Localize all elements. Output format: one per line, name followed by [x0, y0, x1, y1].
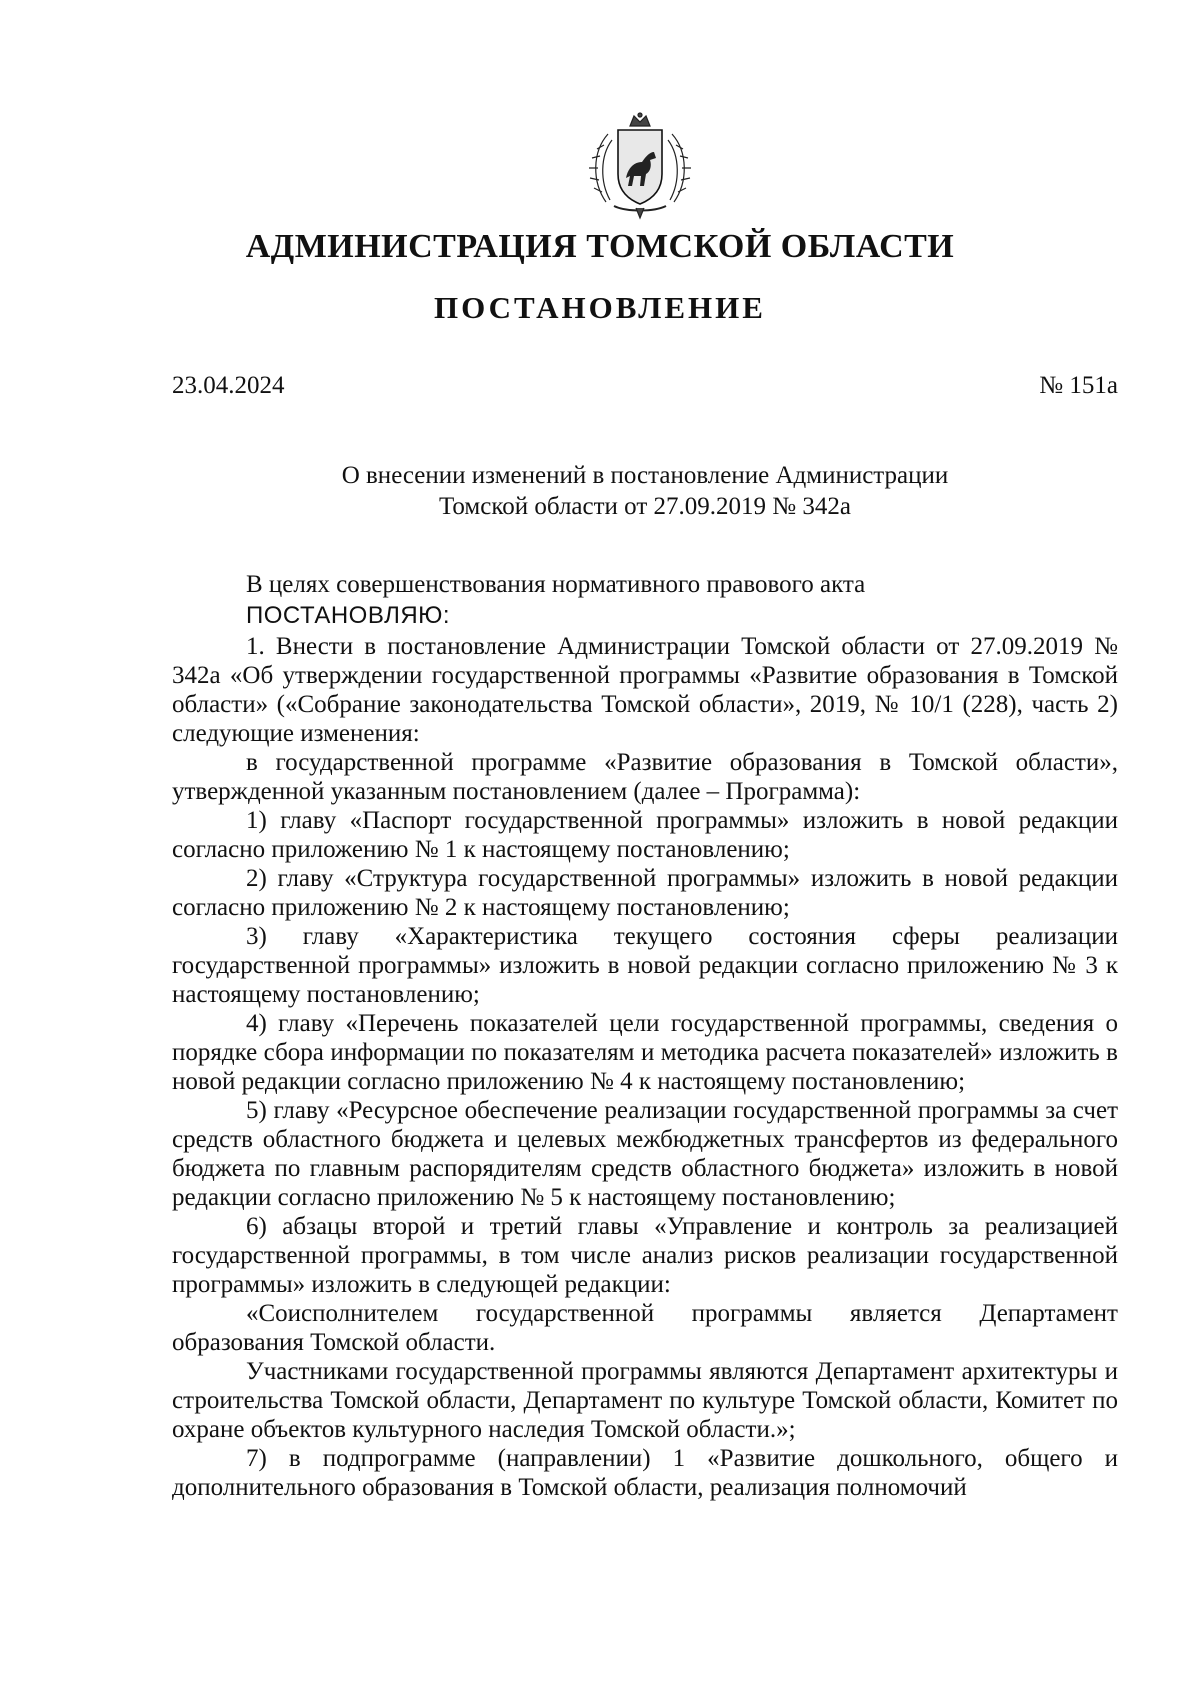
- paragraph-3: 1) главу «Паспорт государственной программы» изложить в новой редакции согласно приложению № 1 к настоящему постановлению;: [172, 807, 1118, 863]
- decree-word: ПОСТАНОВЛЯЮ:: [246, 602, 451, 629]
- intro-paragraph: В целях совершенствования нормативного правового акта: [246, 571, 866, 598]
- paragraph-6: 4) главу «Перечень показателей цели государственной программы, сведения о порядке сбора информации по показателям и методика расчета показателей» изложить в новой редакции согласно приложению № 4 к настоящему постановлению;: [172, 1010, 1118, 1095]
- paragraph-8: 6) абзацы второй и третий главы «Управление и контроль за реализацией государственной программы, в том числе анализ рисков реализации государственной программы» изложить в следующей редакции:: [172, 1213, 1118, 1298]
- coat-of-arms-emblem: [584, 112, 696, 220]
- subject-line-1: О внесении изменений в постановление Администрации: [341, 462, 949, 489]
- paragraph-4: 2) главу «Структура государственной программы» изложить в новой редакции согласно приложению № 2 к настоящему постановлению;: [172, 865, 1118, 921]
- document-number: № 151а: [1039, 372, 1118, 399]
- paragraph-10: Участниками государственной программы являются Департамент архитектуры и строительства Томской области, Департамент по культуре Томской области, Комитет по охране объектов культурного наследия Томской области.»;: [172, 1358, 1118, 1443]
- subject-line-2: Томской области от 27.09.2019 № 342а: [439, 493, 851, 520]
- document-type-title: ПОСТАНОВЛЕНИЕ: [434, 290, 766, 325]
- paragraph-1: 1. Внести в постановление Администрации Томской области от 27.09.2019 № 342а «Об утверждении государственной программы «Развитие образования в Томской области» («Собрание законодательства Томской области», 2019, № 10/1 (228), часть 2) следующие изменения:: [172, 633, 1118, 747]
- organization-title: АДМИНИСТРАЦИЯ ТОМСКОЙ ОБЛАСТИ: [245, 228, 955, 265]
- paragraph-11: 7) в подпрограмме (направлении) 1 «Развитие дошкольного, общего и дополнительного образования в Томской области, реализация полномочий: [172, 1445, 1118, 1501]
- paragraph-2: в государственной программе «Развитие образования в Томской области», утвержденной указанным постановлением (далее – Программа):: [172, 749, 1118, 805]
- document-date: 23.04.2024: [172, 372, 285, 399]
- paragraph-7: 5) главу «Ресурсное обеспечение реализации государственной программы за счет средств областного бюджета и целевых межбюджетных трансфертов из федерального бюджета по главным распорядителям средств областного бюджета» изложить в новой редакции согласно приложению № 5 к настоящему постановлению;: [172, 1097, 1118, 1211]
- paragraph-5: 3) главу «Характеристика текущего состояния сферы реализации государственной программы» изложить в новой редакции согласно приложению № 3 к настоящему постановлению;: [172, 923, 1118, 1008]
- paragraph-9: «Соисполнителем государственной программы является Департамент образования Томской области.: [172, 1300, 1118, 1356]
- document-subject: [172, 460, 1118, 522]
- document-body: [172, 570, 1118, 1502]
